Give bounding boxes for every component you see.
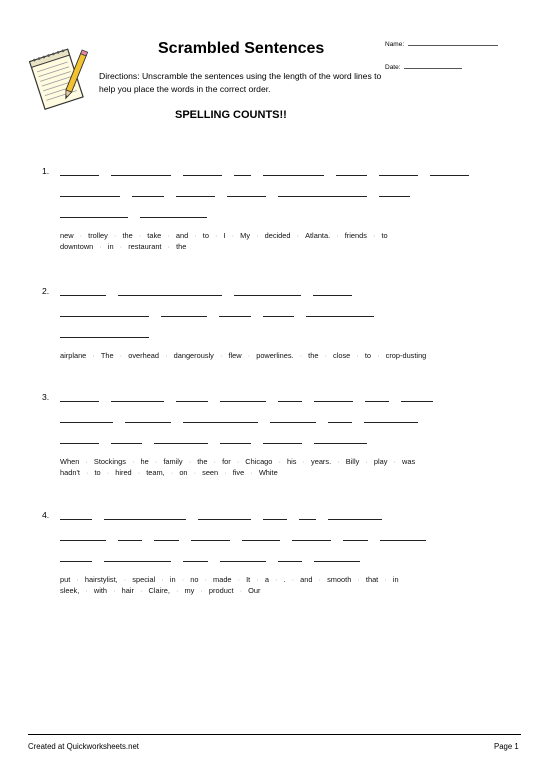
answer-blank[interactable] <box>125 422 171 423</box>
answer-blank[interactable] <box>60 443 99 444</box>
word-bank-word: play <box>373 457 388 466</box>
answer-blank[interactable] <box>336 175 368 176</box>
answer-blank[interactable] <box>292 540 331 541</box>
word-separator: · <box>294 231 302 240</box>
word-separator: · <box>363 457 370 466</box>
answer-blank[interactable] <box>176 196 215 197</box>
word-bank-word: to <box>381 231 388 240</box>
word-separator: · <box>163 351 170 360</box>
answer-blank[interactable] <box>111 443 143 444</box>
answer-blank[interactable] <box>234 295 302 296</box>
word-bank-word: My <box>240 231 251 240</box>
word-bank-word: hairstylist, <box>84 575 118 584</box>
word-separator: · <box>129 457 137 466</box>
word-bank-word: on <box>179 468 188 477</box>
word-separator: · <box>90 351 97 360</box>
word-separator: · <box>354 351 361 360</box>
answer-blank[interactable] <box>154 540 178 541</box>
word-separator: · <box>222 468 229 477</box>
word-separator: · <box>137 586 145 595</box>
answer-blank[interactable] <box>220 443 252 444</box>
word-separator: · <box>83 468 91 477</box>
word-separator: · <box>235 575 243 584</box>
answer-blank[interactable] <box>270 422 316 423</box>
answer-blank[interactable] <box>242 540 281 541</box>
answer-blank[interactable] <box>60 175 99 176</box>
answer-blank[interactable] <box>401 401 433 402</box>
word-bank-word: to <box>94 468 101 477</box>
answer-blank[interactable] <box>60 422 113 423</box>
word-separator: · <box>211 457 219 466</box>
answer-blank[interactable] <box>183 422 258 423</box>
word-bank-word: to <box>364 351 372 360</box>
word-separator: · <box>355 575 362 584</box>
answer-blank[interactable] <box>328 519 381 520</box>
answer-blank[interactable] <box>227 196 266 197</box>
word-bank-word: in <box>107 242 114 251</box>
word-bank-row <box>60 351 426 360</box>
answer-blank[interactable] <box>220 561 266 562</box>
word-bank-word: and <box>300 575 313 584</box>
word-separator: · <box>168 468 176 477</box>
word-bank-word: Billy <box>345 457 360 466</box>
word-bank-word: It <box>246 575 251 584</box>
word-bank-word: Claire, <box>148 586 170 595</box>
word-bank-word: The <box>100 351 114 360</box>
answer-blank[interactable] <box>328 422 352 423</box>
word-bank-word: in <box>169 575 176 584</box>
question-number: 1. <box>42 166 50 176</box>
word-bank-word: for <box>222 457 231 466</box>
word-bank-word: the <box>122 231 133 240</box>
word-separator: · <box>191 468 199 477</box>
word-separator: · <box>248 468 255 477</box>
word-separator: · <box>83 586 90 595</box>
answer-blank[interactable] <box>60 217 128 218</box>
answer-blank[interactable] <box>60 316 149 317</box>
answer-blank[interactable] <box>263 443 302 444</box>
answer-blank[interactable] <box>60 196 120 197</box>
word-bank-word: White <box>258 468 278 477</box>
word-separator: · <box>335 457 342 466</box>
answer-blank[interactable] <box>365 401 389 402</box>
word-bank-word: to <box>202 231 209 240</box>
word-bank-word: hair <box>121 586 134 595</box>
word-bank-word: Atlanta. <box>305 231 331 240</box>
word-bank-word: the <box>308 351 319 360</box>
word-bank-word: no <box>190 575 199 584</box>
answer-blank[interactable] <box>263 175 323 176</box>
answer-blank[interactable] <box>104 561 172 562</box>
word-separator: · <box>111 586 118 595</box>
word-separator: · <box>254 231 261 240</box>
answer-blank[interactable] <box>220 401 266 402</box>
word-bank-word: smooth <box>327 575 352 584</box>
word-bank-word: the <box>197 457 208 466</box>
word-separator: · <box>276 457 283 466</box>
word-separator: · <box>212 231 220 240</box>
word-bank-word: hadn't <box>60 468 80 477</box>
word-separator: · <box>229 231 237 240</box>
word-bank-word: seen <box>202 468 219 477</box>
word-bank-word: my <box>184 586 195 595</box>
word-separator: · <box>179 575 187 584</box>
word-bank-row <box>60 457 415 466</box>
word-separator: · <box>272 575 280 584</box>
answer-blank[interactable] <box>263 519 287 520</box>
footer-page-number: Page 1 <box>494 742 519 751</box>
word-separator: · <box>165 242 173 251</box>
answer-blank[interactable] <box>140 217 208 218</box>
spelling-counts-note: SPELLING COUNTS!! <box>175 109 287 121</box>
answer-blank[interactable] <box>306 316 374 317</box>
answer-blank[interactable] <box>104 519 186 520</box>
word-separator: · <box>173 586 181 595</box>
word-separator: · <box>391 457 399 466</box>
name-field[interactable] <box>385 38 498 48</box>
answer-blank[interactable] <box>278 401 302 402</box>
answer-blank[interactable] <box>263 316 295 317</box>
answer-blank[interactable] <box>313 295 352 296</box>
word-bank-row <box>60 575 399 584</box>
word-separator: · <box>111 231 119 240</box>
word-separator: · <box>237 586 245 595</box>
word-bank-word: he <box>140 457 149 466</box>
answer-blank[interactable] <box>343 540 367 541</box>
name-line[interactable] <box>408 38 498 46</box>
question-number: 2. <box>42 286 50 296</box>
word-separator: · <box>316 575 324 584</box>
word-bank-word: friends <box>344 231 367 240</box>
answer-blank[interactable] <box>430 175 469 176</box>
word-bank-word: product <box>208 586 234 595</box>
word-bank-word: Our <box>248 586 261 595</box>
answer-blank[interactable] <box>111 401 164 402</box>
word-bank-word: hired <box>115 468 132 477</box>
word-bank-word: five <box>232 468 245 477</box>
word-separator: · <box>245 351 253 360</box>
word-bank-word: take <box>147 231 162 240</box>
word-separator: · <box>217 351 225 360</box>
name-label: Name: <box>385 41 405 48</box>
word-separator: · <box>121 575 129 584</box>
word-separator: · <box>370 231 378 240</box>
word-separator: · <box>135 468 143 477</box>
word-bank-word: dangerously <box>173 351 214 360</box>
word-separator: · <box>77 231 85 240</box>
word-separator: · <box>117 242 125 251</box>
answer-blank[interactable] <box>161 316 207 317</box>
word-bank-word: decided <box>264 231 291 240</box>
word-bank-word: I <box>223 231 226 240</box>
word-bank-word: years. <box>311 457 332 466</box>
word-separator: · <box>234 457 242 466</box>
answer-blank[interactable] <box>364 422 417 423</box>
word-bank-word: with <box>93 586 108 595</box>
word-bank-word: Chicago <box>245 457 273 466</box>
question-number: 4. <box>42 510 50 520</box>
answer-blank[interactable] <box>314 443 367 444</box>
answer-blank[interactable] <box>60 295 106 296</box>
word-separator: · <box>186 457 194 466</box>
answer-blank[interactable] <box>314 401 353 402</box>
footer-credit: Created at Quickworksheets.net <box>28 742 139 751</box>
word-separator: · <box>297 351 305 360</box>
answer-blank[interactable] <box>219 316 251 317</box>
word-bank-word: family <box>163 457 183 466</box>
word-separator: · <box>159 575 166 584</box>
word-separator: · <box>382 575 389 584</box>
word-separator: · <box>117 351 125 360</box>
answer-blank[interactable] <box>191 540 230 541</box>
word-bank-word: trolley <box>88 231 108 240</box>
answer-blank[interactable] <box>198 519 251 520</box>
word-bank-row <box>60 468 278 477</box>
answer-blank[interactable] <box>314 561 360 562</box>
word-bank-word: team, <box>146 468 165 477</box>
word-bank-word: made <box>213 575 232 584</box>
word-separator: · <box>97 242 104 251</box>
answer-blank[interactable] <box>379 175 418 176</box>
word-bank-word: airplane <box>60 351 87 360</box>
word-bank-word: close <box>333 351 351 360</box>
word-separator: · <box>334 231 341 240</box>
word-bank-word: that <box>365 575 379 584</box>
word-bank-word: crop-dusting <box>385 351 427 360</box>
answer-blank[interactable] <box>183 561 207 562</box>
date-label: Date: <box>385 64 401 71</box>
word-separator: · <box>152 457 160 466</box>
word-separator: · <box>375 351 382 360</box>
word-bank-word: the <box>176 242 187 251</box>
answer-blank[interactable] <box>234 175 251 176</box>
word-bank-word: a <box>264 575 269 584</box>
word-bank-word: flew <box>228 351 242 360</box>
word-bank-word: new <box>60 231 74 240</box>
word-separator: · <box>202 575 210 584</box>
word-bank-word: overhead <box>128 351 160 360</box>
word-bank-word: special <box>132 575 156 584</box>
answer-blank[interactable] <box>278 196 367 197</box>
word-bank-word: downtown <box>60 242 94 251</box>
answer-blank[interactable] <box>60 401 99 402</box>
word-bank-word: sleek, <box>60 586 80 595</box>
word-bank-word: in <box>392 575 399 584</box>
answer-blank[interactable] <box>111 175 171 176</box>
word-separator: · <box>136 231 144 240</box>
word-bank-word: When <box>60 457 80 466</box>
word-bank-row <box>60 231 388 240</box>
answer-blank[interactable] <box>154 443 207 444</box>
answer-blank[interactable] <box>183 175 222 176</box>
notepad-pencil-icon <box>22 42 92 114</box>
word-bank-word: put <box>60 575 71 584</box>
word-bank-word: restaurant <box>128 242 162 251</box>
date-line[interactable] <box>404 61 462 69</box>
answer-blank[interactable] <box>60 561 92 562</box>
word-separator: · <box>165 231 172 240</box>
answer-blank[interactable] <box>60 540 106 541</box>
answer-blank[interactable] <box>132 196 164 197</box>
directions-text: Directions: Unscramble the sentences using the length of the word lines to help you place the words in the correct order. <box>99 71 382 94</box>
answer-blank[interactable] <box>60 337 149 338</box>
answer-blank[interactable] <box>278 561 302 562</box>
date-field[interactable] <box>385 61 462 71</box>
word-separator: · <box>74 575 81 584</box>
word-bank-word: his <box>286 457 297 466</box>
word-separator: · <box>289 575 297 584</box>
worksheet-title: Scrambled Sentences <box>158 40 325 57</box>
answer-blank[interactable] <box>118 295 222 296</box>
word-separator: · <box>104 468 112 477</box>
answer-blank[interactable] <box>379 196 411 197</box>
word-bank-row <box>60 242 186 251</box>
word-bank-word: powerlines. <box>256 351 294 360</box>
answer-blank[interactable] <box>380 540 426 541</box>
question-number: 3. <box>42 392 50 402</box>
word-bank-word: Stockings <box>93 457 126 466</box>
word-separator: · <box>83 457 90 466</box>
word-separator: · <box>300 457 308 466</box>
word-bank-word: . <box>283 575 286 584</box>
word-bank-row <box>60 586 260 595</box>
answer-blank[interactable] <box>118 540 142 541</box>
word-separator: · <box>192 231 199 240</box>
answer-blank[interactable] <box>60 519 92 520</box>
word-bank-word: and <box>175 231 189 240</box>
word-separator: · <box>322 351 330 360</box>
word-separator: · <box>254 575 261 584</box>
word-bank-word: was <box>402 457 416 466</box>
answer-blank[interactable] <box>299 519 316 520</box>
answer-blank[interactable] <box>176 401 208 402</box>
word-separator: · <box>198 586 205 595</box>
footer-divider <box>28 734 521 735</box>
